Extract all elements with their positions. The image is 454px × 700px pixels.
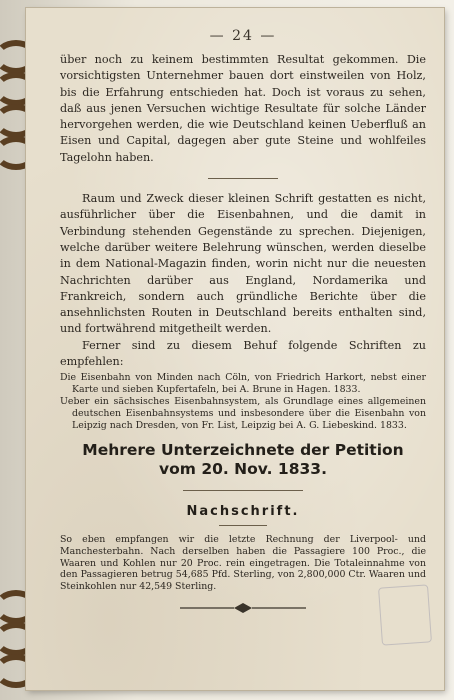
paragraph-1: über noch zu keinem bestimmten Resultat gekommen. Die vorsichtigsten Unternehmer bauen dort einstweilen von Holz, bis die Erfahrung entschieden hat. Doch ist voraus zu sehen, daß aus jenen Versuchen wichtige Resultate für solche Länder hervorgehen werden, die wie Deutschland keinen Ueberfluß an Eisen und Capital, dagegen aber gute Steine und wohlfeiles Tagelohn haben. [60, 53, 426, 164]
reference-item: Die Eisenbahn von Minden nach Cöln, von Friedrich Harkort, nebst einer Karte und sieben Kupfertafeln, bei A. Brune in Hagen. 1833. [60, 372, 426, 396]
section-divider [183, 490, 303, 491]
paragraph-2: Raum und Zweck dieser kleinen Schrift gestatten es nicht, ausführlicher über die Eisenbahnen, und die damit in Verbindung stehenden Gegenstände zu sprechen. Diejenigen, welche darüber weitere Belehrung wünschen, werden dieselbe in dem National-Magazin finden, worin nicht nur die neuesten Nachrichten darüber aus England, Nordamerika und Frankreich, sondern auch gründliche Berichte über die ansehnlichsten Routen in Deutschland bereits enthalten sind, und fortwährend mitgetheilt werden. [60, 192, 426, 336]
title-underline [219, 525, 267, 526]
library-stamp [378, 584, 432, 645]
ornament-divider [178, 602, 308, 614]
postscript-text: So eben empfangen wir die letzte Rechnung der Liverpool- und Manchesterbahn. Nach derselben haben die Passagiere 100 Proc., die Waaren und Kohlen nur 20 Proc. rein eingetragen. Die Totaleinnahme von den Passagieren betrug 54,685 Pfd. Sterling, von 2,800,000 Ctr. Waaren und Steinkohlen nur 42,549 Sterling. [60, 534, 426, 592]
signature-line-2: vom 20. Nov. 1833. [159, 460, 327, 479]
document-page [26, 8, 444, 690]
reference-item: Ueber ein sächsisches Eisenbahnsystem, als Grundlage eines allgemeinen deutschen Eisenbahnsystems und insbesondere über die Eisenbahn von Leipzig nach Dresden, von Fr. List, Leipzig bei A. G. Liebeskind. 1833. [60, 395, 426, 431]
reference-list [60, 372, 426, 431]
postscript-title: Nachschrift. [186, 504, 300, 520]
section-divider [208, 178, 278, 179]
page-number: — 24 — [209, 28, 277, 44]
signature-line-1: Mehrere Unterzeichnete der Petition [82, 441, 404, 460]
paragraph-3: Ferner sind zu diesem Behuf folgende Schriften zu empfehlen: [60, 338, 426, 369]
